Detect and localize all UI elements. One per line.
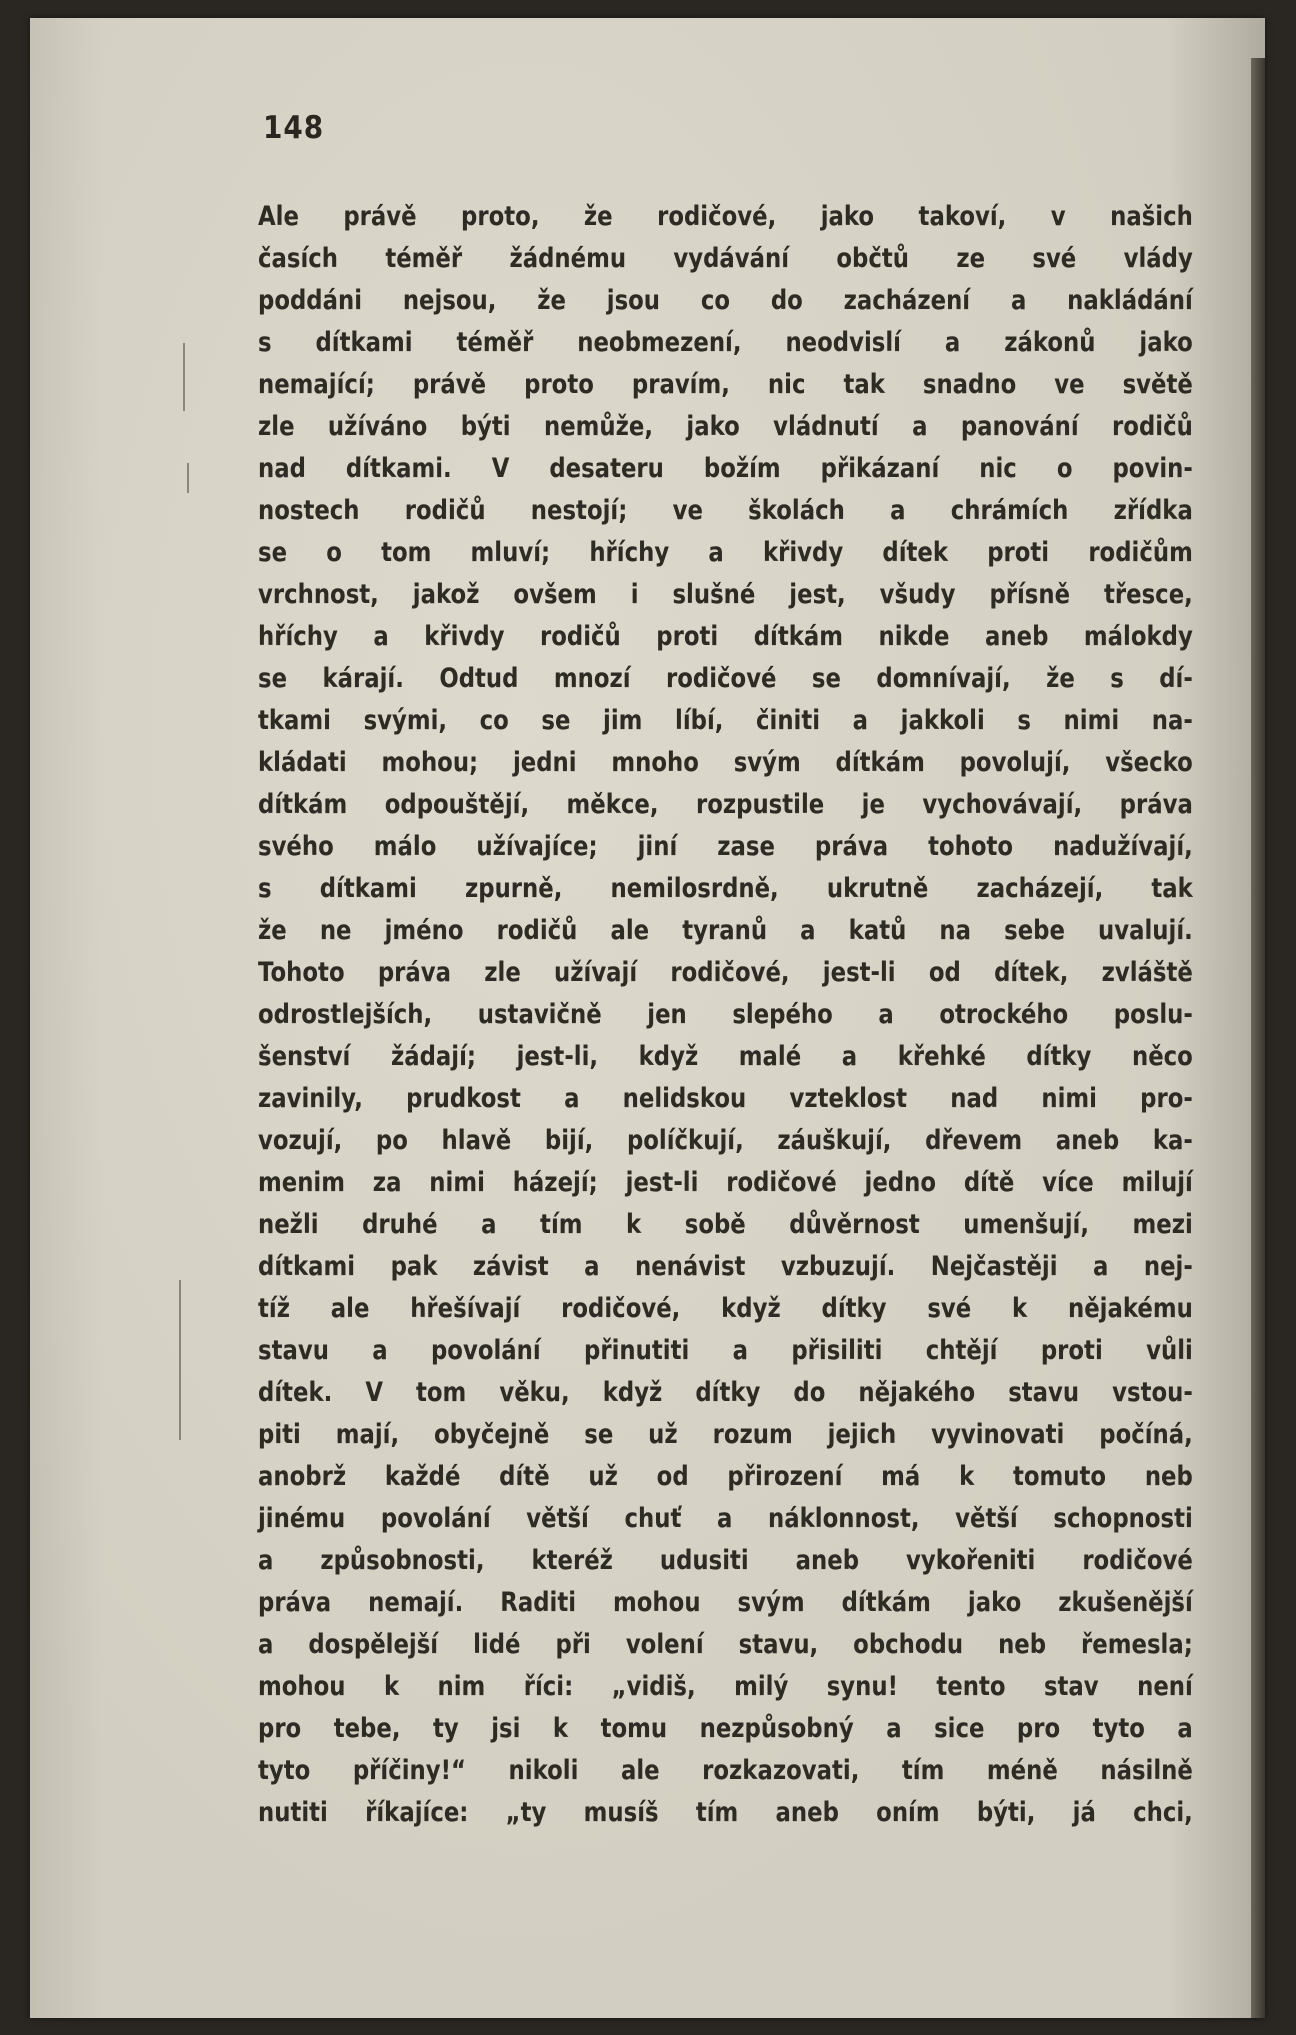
text-line: se o tom mluví; hříchy a křivdy dítek proti rodičům	[258, 537, 1193, 568]
text-line: jinému povolání větší chuť a náklonnost, větší schopnosti	[258, 1503, 1193, 1534]
text-line: tíž ale hřešívají rodičové, když dítky své k nějakému	[258, 1293, 1193, 1324]
text-line: dítek. V tom věku, když dítky do nějakého stavu vstou-	[258, 1377, 1193, 1408]
text-line: piti mají, obyčejně se už rozum jejich vyvinovati počíná,	[258, 1419, 1193, 1450]
body-text	[258, 196, 1193, 1834]
text-line: Tohoto práva zle užívají rodičové, jest-li od dítek, zvláště	[258, 957, 1193, 988]
text-line: dítkám odpouštějí, měkce, rozpustile je vychovávají, práva	[258, 789, 1193, 820]
text-line: svého málo užívajíce; jiní zase práva tohoto nadužívají,	[258, 831, 1193, 862]
text-line: vozují, po hlavě bijí, políčkují, záuškují, dřevem aneb ka-	[258, 1125, 1193, 1156]
text-line: se kárají. Odtud mnozí rodičové se domnívají, že s dí-	[258, 663, 1193, 694]
text-line: Ale právě proto, že rodičové, jako takoví, v našich	[258, 201, 1193, 232]
text-line: a způsobnosti, kteréž udusiti aneb vykořeniti rodičové	[258, 1545, 1193, 1576]
text-line: tyto příčiny!“ nikoli ale rozkazovati, tím méně násilně	[258, 1755, 1193, 1786]
margin-pencil-mark	[183, 343, 185, 411]
text-line: šenství žádají; jest-li, když malé a křehké dítky něco	[258, 1041, 1193, 1072]
text-line: menim za nimi házejí; jest-li rodičové jedno dítě více milují	[258, 1167, 1193, 1198]
text-line: tkami svými, co se jim líbí, činiti a jakkoli s nimi na-	[258, 705, 1193, 736]
page-number: 148	[263, 110, 325, 146]
text-line: nutiti říkajíce: „ty musíš tím aneb oním býti, já chci,	[258, 1797, 1193, 1828]
text-line: s dítkami zpurně, nemilosrdně, ukrutně zacházejí, tak	[258, 873, 1193, 904]
text-line: zavinily, prudkost a nelidskou vzteklost nad nimi pro-	[258, 1083, 1193, 1114]
text-line: dítkami pak závist a nenávist vzbuzují. Nejčastěji a nej-	[258, 1251, 1193, 1282]
book-page	[30, 18, 1265, 2018]
text-line: anobrž každé dítě už od přirození má k tomuto neb	[258, 1461, 1193, 1492]
margin-pencil-mark	[187, 463, 189, 493]
text-line: nemající; právě proto pravím, nic tak snadno ve světě	[258, 369, 1193, 400]
text-line: odrostlejších, ustavičně jen slepého a otrockého poslu-	[258, 999, 1193, 1030]
text-line: vrchnost, jakož ovšem i slušné jest, všudy přísně třesce,	[258, 579, 1193, 610]
text-line: a dospělejší lidé při volení stavu, obchodu neb řemesla;	[258, 1629, 1193, 1660]
text-line: s dítkami téměř neobmezení, neodvislí a zákonů jako	[258, 327, 1193, 358]
text-line: pro tebe, ty jsi k tomu nezpůsobný a sice pro tyto a	[258, 1713, 1193, 1744]
text-line: práva nemají. Raditi mohou svým dítkám jako zkušenější	[258, 1587, 1193, 1618]
text-line: mohou k nim říci: „vidiš, milý synu! tento stav není	[258, 1671, 1193, 1702]
text-line: hříchy a křivdy rodičů proti dítkám nikde aneb málokdy	[258, 621, 1193, 652]
text-line: nežli druhé a tím k sobě důvěrnost umenšují, mezi	[258, 1209, 1193, 1240]
text-line: časích téměř žádnému vydávání občtů ze své vlády	[258, 243, 1193, 274]
text-line: zle užíváno býti nemůže, jako vládnutí a panování rodičů	[258, 411, 1193, 442]
text-line: nad dítkami. V desateru božím přikázaní nic o povin-	[258, 453, 1193, 484]
text-line: kládati mohou; jedni mnoho svým dítkám povolují, všecko	[258, 747, 1193, 778]
text-line: nostech rodičů nestojí; ve školách a chrámích zřídka	[258, 495, 1193, 526]
text-line: že ne jméno rodičů ale tyranů a katů na sebe uvalují.	[258, 915, 1193, 946]
margin-pencil-mark	[179, 1280, 181, 1440]
page-edge	[1251, 58, 1265, 2018]
text-line: poddáni nejsou, že jsou co do zacházení a nakládání	[258, 285, 1193, 316]
text-line: stavu a povolání přinutiti a přisiliti chtějí proti vůli	[258, 1335, 1193, 1366]
